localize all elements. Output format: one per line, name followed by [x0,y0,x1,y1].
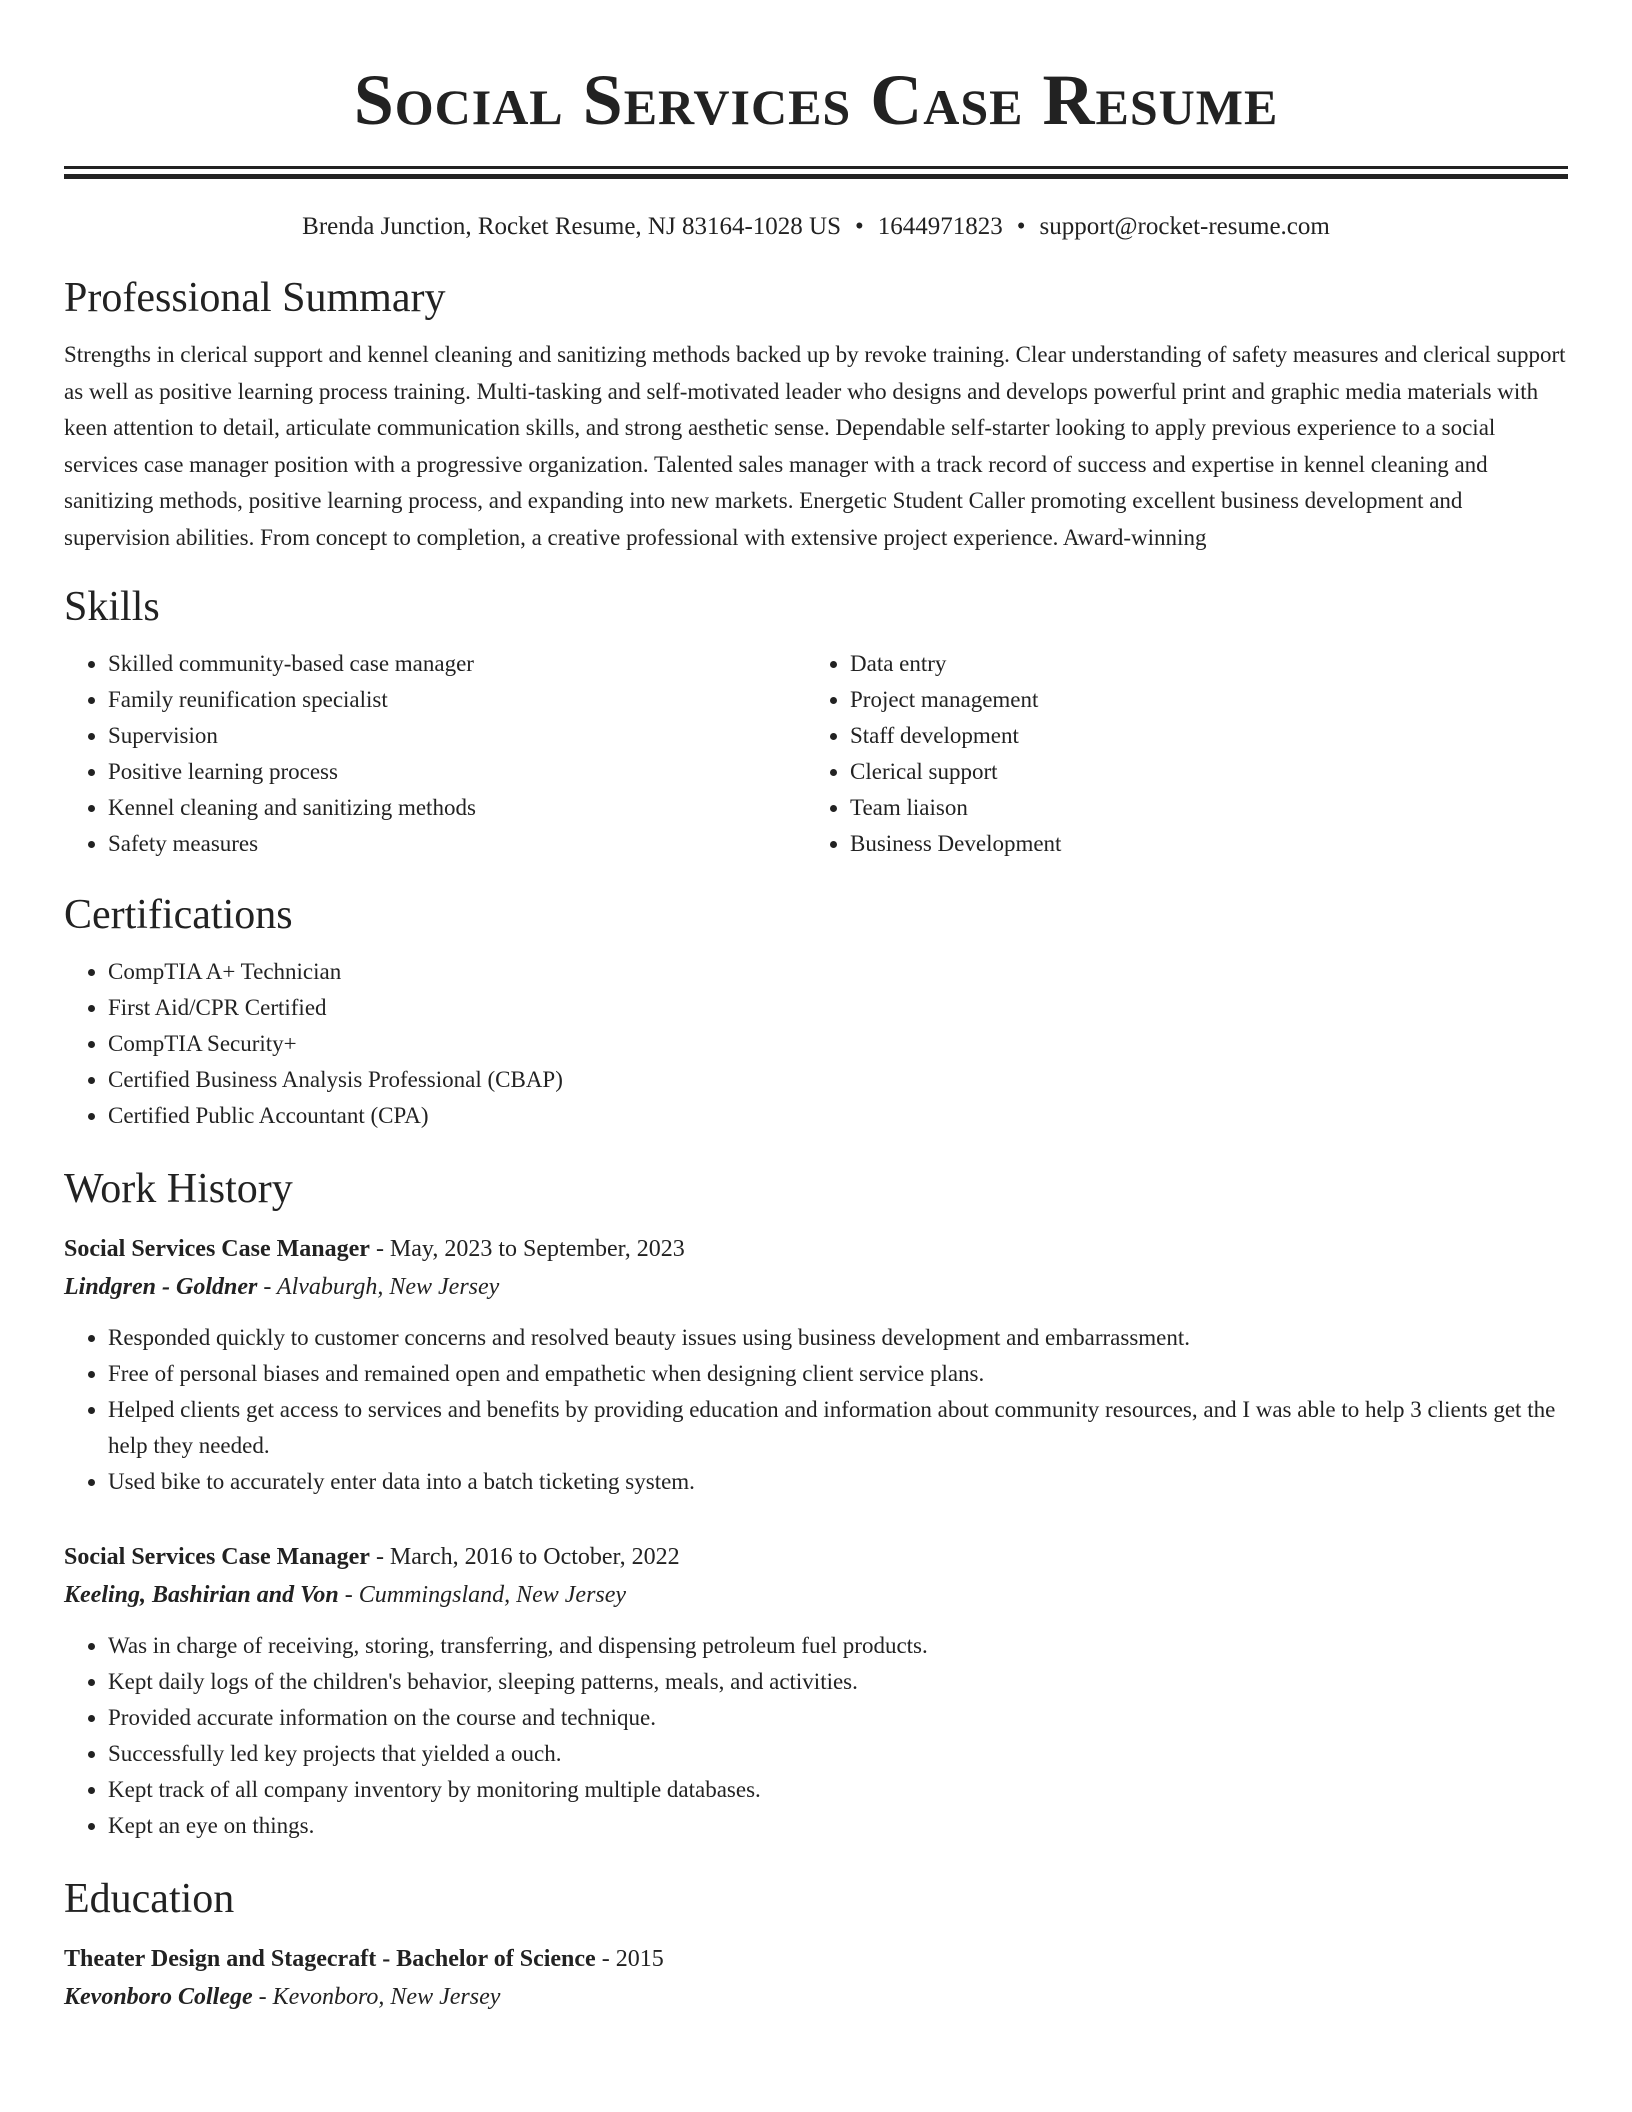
skill-item: • Kennel cleaning and sanitizing methods [108,790,806,826]
work-history-heading: Work History [64,1166,293,1212]
skills-heading: Skills [64,584,160,630]
job-title: Social Services Case Manager [64,1544,370,1570]
skills-column-left [64,646,806,862]
education-heading: Education [64,1876,235,1922]
job-bullet: • Successfully led key projects that yielded a ouch. [108,1736,1568,1772]
job-bullet: • Kept an eye on things. [108,1808,1568,1844]
skills-column-right [806,646,1548,862]
job-bullet: • Kept daily logs of the children's behavior, sleeping patterns, meals, and activities. [108,1664,1568,1700]
contact-separator: • [1016,213,1026,240]
skill-item: • Clerical support [850,754,1548,790]
job-employer-line [64,1576,1568,1614]
skill-item: • Staff development [850,718,1548,754]
job-title: Social Services Case Manager [64,1236,370,1262]
job-location: - Cummingsland, New Jersey [338,1582,627,1608]
job-entry [64,1230,1568,1500]
title-divider-thin [64,166,1568,169]
skill-item: • Business Development [850,826,1548,862]
contact-line [64,211,1568,243]
certifications-section [64,890,1568,1134]
job-bullet: • Helped clients get access to services and benefits by providing education and information about community resources, and I was able to help 3 clients get the help they needed. [108,1392,1568,1464]
summary-text: Strengths in clerical support and kennel cleaning and sanitizing methods backed up by revoke training. Clear understanding of safety measures and clerical support as well as positive learning process training. Multi-tasking and self-motivated leader who designs and develops powerful print and graphic media materials with keen attention to detail, articulate communication skills, and strong aesthetic sense. Dependable self-starter looking to apply previous experience to a social services case manager position with a progressive organization. Talented sales manager with a track record of success and expertise in kennel cleaning and sanitizing methods, positive learning process, and expanding into new markets. Energetic Student Caller promoting excellent business development and supervision abilities. From concept to completion, a creative professional with extensive project experience. Award-winning [64,342,1566,550]
school-line [64,1978,1568,2016]
certifications-heading: Certifications [64,892,293,938]
skill-item: • Family reunification specialist [108,682,806,718]
contact-separator: • [855,213,864,240]
contact-address: Brenda Junction, Rocket Resume, NJ 83164-1028 US [302,213,841,240]
certification-item: • Certified Business Analysis Professional (CBAP) [108,1062,1568,1098]
job-title-line [64,1538,1568,1576]
job-company: Keeling, Bashirian and Von [64,1582,339,1608]
certification-item: • CompTIA A+ Technician [108,954,1568,990]
job-bullet: • Free of personal biases and remained open and empathetic when designing client service plans. [108,1356,1568,1392]
school-name: Kevonboro College [64,1984,253,2010]
job-company: Lindgren - Goldner [64,1274,258,1300]
certification-item: • First Aid/CPR Certified [108,990,1568,1026]
contact-phone: 1644971823 [877,213,1003,240]
certification-item: • CompTIA Security+ [108,1026,1568,1062]
school-location: - Kevonboro, New Jersey [252,1984,501,2010]
education-entry [64,1940,1568,2016]
skill-item: • Positive learning process [108,754,806,790]
job-bullet: • Responded quickly to customer concerns and resolved beauty issues using business development and embarrassment. [108,1320,1568,1356]
graduation-year: - 2015 [595,1946,664,1972]
job-bullet: • Provided accurate information on the course and technique. [108,1700,1568,1736]
education-section [64,1874,1568,2016]
skill-item: • Team liaison [850,790,1548,826]
job-employer-line [64,1268,1568,1306]
job-entry [64,1538,1568,1844]
work-history-section [64,1164,1568,1844]
skills-section [64,582,1568,862]
skill-item: • Safety measures [108,826,806,862]
job-bullet: • Was in charge of receiving, storing, transferring, and dispensing petroleum fuel products. [108,1628,1568,1664]
skill-item: • Skilled community-based case manager [108,646,806,682]
resume-title: Social Services Case Resume [353,60,1279,140]
certification-item: • Certified Public Accountant (CPA) [108,1098,1568,1134]
job-title-line [64,1230,1568,1268]
summary-section [64,273,1568,556]
job-bullet: • Kept track of all company inventory by monitoring multiple databases. [108,1772,1568,1808]
title-divider-thick [64,174,1568,179]
job-dates: - March, 2016 to October, 2022 [369,1544,680,1570]
resume-page [64,0,1568,2016]
skill-item: • Project management [850,682,1548,718]
job-bullet: • Used bike to accurately enter data into a batch ticketing system. [108,1464,1568,1500]
job-dates: - May, 2023 to September, 2023 [369,1236,685,1262]
summary-heading: Professional Summary [64,275,446,321]
degree-line [64,1940,1568,1978]
skill-item: • Supervision [108,718,806,754]
skills-grid [64,646,1568,862]
contact-email: support@rocket-resume.com [1039,213,1330,240]
degree-name: Theater Design and Stagecraft - Bachelor of Science [64,1946,596,1972]
skill-item: • Data entry [850,646,1548,682]
job-location: - Alvaburgh, New Jersey [257,1274,500,1300]
